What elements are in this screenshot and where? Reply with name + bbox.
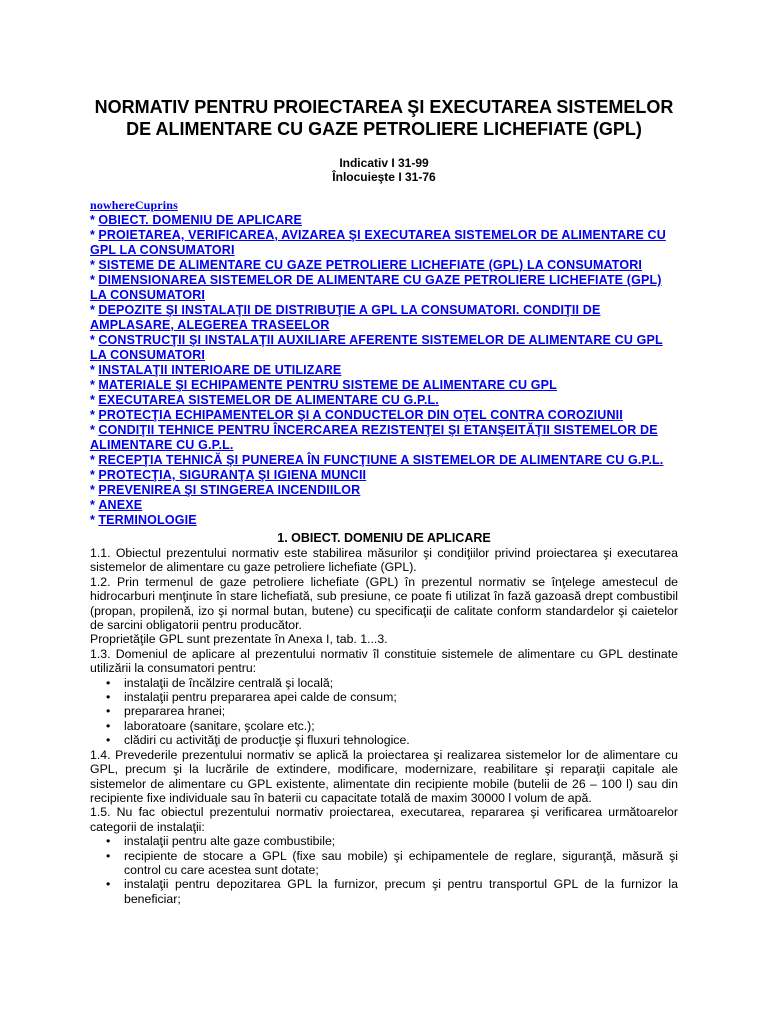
toc-link-receptia[interactable]: RECEPŢIA TEHNICĂ ŞI PUNEREA ÎN FUNCŢIUNE A SISTEMELOR DE ALIMENTARE CU G.P.L. xyxy=(98,453,664,467)
paragraph-1-5: 1.5. Nu fac obiectul prezentului normativ proiectarea, executarea, repararea şi verificarea următoarelor categorii de instalaţii: xyxy=(90,805,678,834)
toc-link-proiectarea[interactable]: PROIETAREA, VERIFICAREA, AVIZAREA ŞI EXECUTAREA SISTEMELOR DE ALIMENTARE CU GPL LA CONSUMATORI xyxy=(90,228,666,257)
toc-link-executarea[interactable]: EXECUTAREA SISTEMELOR DE ALIMENTARE CU G.P.L. xyxy=(98,393,439,407)
paragraph-1-4: 1.4. Prevederile prezentului normativ se aplică la proiectarea şi realizarea sistemelor lor de alimentare cu GPL, precum şi la lucrările de extindere, modificare, modernizare, reabilitare şi reparaţii capitale ale sistemelor de alimentare cu GPL existente, alimentate din recipiente mobile (butelii de 26 – 100 l) sau din recipiente fixe individuale sau în baterii cu capacitate totală de maxim 30000 l volum de apă. xyxy=(90,747,678,805)
list-item: • instalaţii pentru depozitarea GPL la furnizor, precum şi pentru transportul GPL de la furnizor la beneficiar; xyxy=(124,877,678,906)
list-item: • recipiente de stocare a GPL (fixe sau mobile) şi echipamentele de reglare, siguranţă, măsură şi control cu care acestea sunt dotate; xyxy=(124,849,678,878)
toc-item: * PROTECŢIA, SIGURANŢA ŞI IGIENA MUNCII xyxy=(90,468,367,482)
paragraph-proprietati: Proprietăţile GPL sunt prezentate în Anexa I, tab. 1...3. xyxy=(90,632,388,647)
list-1-3 xyxy=(90,676,678,748)
table-of-contents xyxy=(90,198,678,528)
toc-item: * PROTECŢIA ECHIPAMENTELOR ŞI A CONDUCTELOR DIN OŢEL CONTRA COROZIUNII xyxy=(90,408,623,422)
toc-link-instalatii[interactable]: INSTALAŢII INTERIOARE DE UTILIZARE xyxy=(98,363,342,377)
toc-cuprins-link[interactable]: nowhereCuprins xyxy=(90,198,178,212)
toc-item: * EXECUTAREA SISTEMELOR DE ALIMENTARE CU G.P.L. xyxy=(90,393,439,407)
document-page xyxy=(90,96,678,906)
toc-item: * INSTALAŢII INTERIOARE DE UTILIZARE xyxy=(90,363,342,377)
list-item: • instalaţii de încălzire centrală şi locală; xyxy=(124,676,678,690)
list-item: • prepararea hranei; xyxy=(124,704,678,718)
toc-link-obiect[interactable]: OBIECT. DOMENIU DE APLICARE xyxy=(98,213,302,227)
toc-link-materiale[interactable]: MATERIALE ŞI ECHIPAMENTE PENTRU SISTEME DE ALIMENTARE CU GPL xyxy=(98,378,557,392)
toc-item: * CONSTRUCŢII ŞI INSTALAŢII AUXILIARE AFERENTE SISTEMELOR DE ALIMENTARE CU GPL LA CONSUMATORI xyxy=(90,333,663,362)
paragraph-1-2: 1.2. Prin termenul de gaze petroliere lichefiate (GPL) în prezentul normativ se înţelege amestecul de hidrocarburi menţinute în stare lichefiată, sub presiune, ce poate fi utilizat în fază gazoasă drept combustibil (propan, propilenă, izo şi normal butan, butene) cu specificaţii de calitate conform standardelor şi caietelor de sarcini obligatorii pentru producător. xyxy=(90,574,678,633)
toc-link-dimensionarea[interactable]: DIMENSIONAREA SISTEMELOR DE ALIMENTARE CU GAZE PETROLIERE LICHEFIATE (GPL) LA CONSUMATORI xyxy=(90,273,662,302)
toc-link-anexe[interactable]: ANEXE xyxy=(98,498,143,512)
toc-item: * PREVENIREA ŞI STINGEREA INCENDIILOR xyxy=(90,483,361,497)
toc-item: * SISTEME DE ALIMENTARE CU GAZE PETROLIERE LICHEFIATE (GPL) LA CONSUMATORI xyxy=(90,258,643,272)
section-body xyxy=(90,546,678,906)
list-item: • instalaţii pentru alte gaze combustibile; xyxy=(124,834,678,848)
toc-item: * MATERIALE ŞI ECHIPAMENTE PENTRU SISTEME DE ALIMENTARE CU GPL xyxy=(90,378,557,392)
toc-link-terminologie[interactable]: TERMINOLOGIE xyxy=(98,513,197,527)
toc-link-sisteme[interactable]: SISTEME DE ALIMENTARE CU GAZE PETROLIERE LICHEFIATE (GPL) LA CONSUMATORI xyxy=(98,258,643,272)
toc-item: * DIMENSIONAREA SISTEMELOR DE ALIMENTARE CU GAZE PETROLIERE LICHEFIATE (GPL) LA CONSUMATORI xyxy=(90,273,662,302)
toc-item: * CONDIŢII TEHNICE PENTRU ÎNCERCAREA REZISTENŢEI ŞI ETANŞEITĂŢII SISTEMELOR DE ALIMENTARE CU G.P.L. xyxy=(90,423,658,452)
paragraph-1-3: 1.3. Domeniul de aplicare al prezentului normativ îl constituie sistemele de alimentare cu GPL destinate utilizării la consumatori pentru: xyxy=(90,646,678,676)
toc-link-depozite[interactable]: DEPOZITE ŞI INSTALAŢII DE DISTRIBUŢIE A GPL LA CONSUMATORI. CONDIŢII DE AMPLASARE, ALEGEREA TRASEELOR xyxy=(90,303,601,332)
toc-item: * OBIECT. DOMENIU DE APLICARE xyxy=(90,213,302,227)
toc-item: * ANEXE xyxy=(90,498,143,512)
document-title: NORMATIV PENTRU PROIECTAREA ŞI EXECUTAREA SISTEMELOR DE ALIMENTARE CU GAZE PETROLIERE LICHEFIATE (GPL) xyxy=(94,97,674,139)
toc-item: * TERMINOLOGIE xyxy=(90,513,197,527)
toc-item: * PROIETAREA, VERIFICAREA, AVIZAREA ŞI EXECUTAREA SISTEMELOR DE ALIMENTARE CU GPL LA CONSUMATORI xyxy=(90,228,666,257)
list-item: • laboratoare (sanitare, şcolare etc.); xyxy=(124,719,678,733)
list-item: • instalaţii pentru prepararea apei calde de consum; xyxy=(124,690,678,704)
indicativ-label: Indicativ I 31-99 xyxy=(339,156,429,170)
toc-item: * DEPOZITE ŞI INSTALAŢII DE DISTRIBUŢIE A GPL LA CONSUMATORI. CONDIŢII DE AMPLASARE, ALEGEREA TRASEELOR xyxy=(90,303,601,332)
toc-link-protectia-echipamentelor[interactable]: PROTECŢIA ECHIPAMENTELOR ŞI A CONDUCTELOR DIN OŢEL CONTRA COROZIUNII xyxy=(98,408,623,422)
toc-link-prevenirea[interactable]: PREVENIREA ŞI STINGEREA INCENDIILOR xyxy=(98,483,361,497)
section-heading: 1. OBIECT. DOMENIU DE APLICARE xyxy=(277,531,491,545)
paragraph-1-1: 1.1. Obiectul prezentului normativ este stabilirea măsurilor şi condiţiilor privind proiectarea şi executarea sistemelor de alimentare cu gaze petroliere lichefiate (GPL). xyxy=(90,546,678,575)
toc-link-protectia-muncii[interactable]: PROTECŢIA, SIGURANŢA ŞI IGIENA MUNCII xyxy=(98,468,367,482)
list-item: • clădiri cu activităţi de producţie şi fluxuri tehnologice. xyxy=(124,733,678,747)
toc-link-conditii-tehnice[interactable]: CONDIŢII TEHNICE PENTRU ÎNCERCAREA REZISTENŢEI ŞI ETANŞEITĂŢII SISTEMELOR DE ALIMENTARE CU G.P.L. xyxy=(90,423,658,452)
list-1-5 xyxy=(90,834,678,906)
document-meta xyxy=(90,156,678,184)
inlocuieste-label: Înlocuieşte I 31-76 xyxy=(332,170,436,184)
toc-item: * RECEPŢIA TEHNICĂ ŞI PUNEREA ÎN FUNCŢIUNE A SISTEMELOR DE ALIMENTARE CU G.P.L. xyxy=(90,453,664,467)
toc-link-constructii[interactable]: CONSTRUCŢII ŞI INSTALAŢII AUXILIARE AFERENTE SISTEMELOR DE ALIMENTARE CU GPL LA CONSUMATORI xyxy=(90,333,663,362)
